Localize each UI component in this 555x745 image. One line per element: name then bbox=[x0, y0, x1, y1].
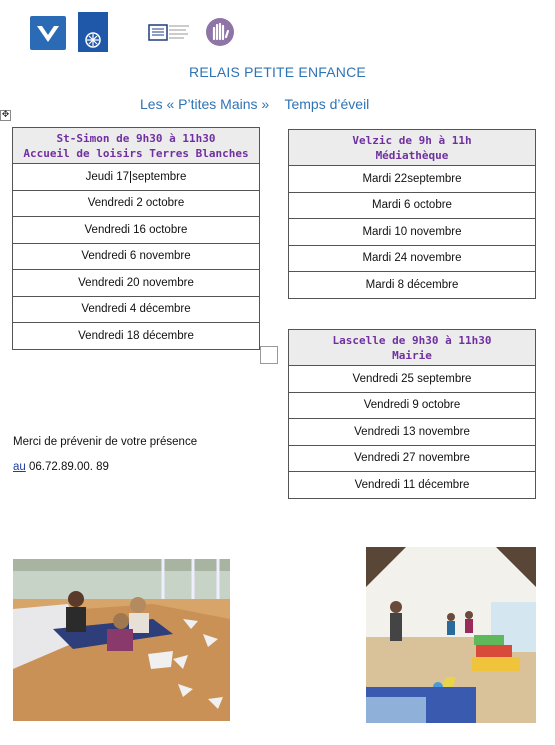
motor-skills-room-photo bbox=[366, 547, 536, 723]
table-cell[interactable]: Vendredi 18 décembre bbox=[13, 323, 260, 350]
book-logo bbox=[148, 23, 190, 49]
table-cell[interactable]: Vendredi 11 décembre bbox=[289, 472, 536, 499]
contact-phone bbox=[13, 461, 109, 473]
contact-message: Merci de prévenir de votre présence bbox=[13, 436, 198, 448]
page-subtitle: Les « P’tites Mains » Temps d’éveil bbox=[140, 96, 370, 112]
lascelle-header-line1: Lascelle de 9h30 à 11h30 bbox=[332, 333, 492, 347]
table-resize-handle[interactable] bbox=[260, 346, 278, 364]
table-cell[interactable] bbox=[13, 164, 260, 191]
v-logo bbox=[30, 16, 66, 50]
table-cell[interactable]: Vendredi 2 octobre bbox=[13, 190, 260, 217]
velzic-header bbox=[289, 130, 536, 166]
lascelle-header bbox=[289, 330, 536, 366]
table-cell[interactable]: Vendredi 16 octobre bbox=[13, 217, 260, 244]
st-simon-header-line2: Accueil de loisirs Terres Blanches bbox=[23, 146, 249, 160]
table-cell[interactable]: Vendredi 4 décembre bbox=[13, 296, 260, 323]
table-cell[interactable]: Vendredi 9 octobre bbox=[289, 392, 536, 419]
text-cursor bbox=[130, 171, 131, 183]
hand-icon bbox=[205, 15, 235, 49]
table-cell[interactable]: Vendredi 13 novembre bbox=[289, 419, 536, 446]
st-simon-header-line1: St-Simon de 9h30 à 11h30 bbox=[56, 131, 216, 145]
table-cell[interactable]: Mardi 6 octobre bbox=[289, 192, 536, 219]
caf-logo bbox=[78, 12, 108, 52]
table-cell[interactable]: Mardi 8 décembre bbox=[289, 272, 536, 299]
table-cell[interactable]: Vendredi 20 novembre bbox=[13, 270, 260, 297]
motor-skills-room-illustration bbox=[366, 547, 536, 723]
velzic-schedule-table bbox=[288, 129, 536, 299]
table-cell[interactable]: Mardi 22septembre bbox=[289, 166, 536, 193]
table-cell[interactable]: Vendredi 27 novembre bbox=[289, 445, 536, 472]
caf-emblem-icon bbox=[82, 31, 104, 49]
table-cell[interactable]: Mardi 24 novembre bbox=[289, 245, 536, 272]
hand-logo bbox=[205, 15, 235, 49]
date-part: septembre bbox=[132, 170, 187, 183]
phone-prefix: au bbox=[13, 461, 26, 473]
book-icon bbox=[148, 23, 190, 43]
st-simon-header bbox=[13, 128, 260, 164]
velzic-header-line2: Médiathèque bbox=[375, 148, 449, 162]
table-move-handle-icon[interactable]: ✥ bbox=[1, 110, 10, 120]
table-cell[interactable]: Mardi 10 novembre bbox=[289, 219, 536, 246]
v-logo-icon bbox=[33, 20, 63, 46]
velzic-header-line1: Velzic de 9h à 11h bbox=[352, 133, 472, 147]
lascelle-header-line2: Mairie bbox=[392, 348, 432, 362]
table-cell[interactable]: Vendredi 25 septembre bbox=[289, 366, 536, 393]
st-simon-schedule-table bbox=[12, 127, 260, 350]
children-play-illustration bbox=[13, 559, 230, 721]
lascelle-schedule-table bbox=[288, 329, 536, 499]
page-title: RELAIS PETITE ENFANCE bbox=[189, 64, 366, 80]
date-part: Jeudi 17 bbox=[85, 170, 130, 183]
phone-number: 06.72.89.00. 89 bbox=[25, 461, 109, 473]
table-cell[interactable]: Vendredi 6 novembre bbox=[13, 243, 260, 270]
children-play-photo bbox=[13, 559, 230, 721]
